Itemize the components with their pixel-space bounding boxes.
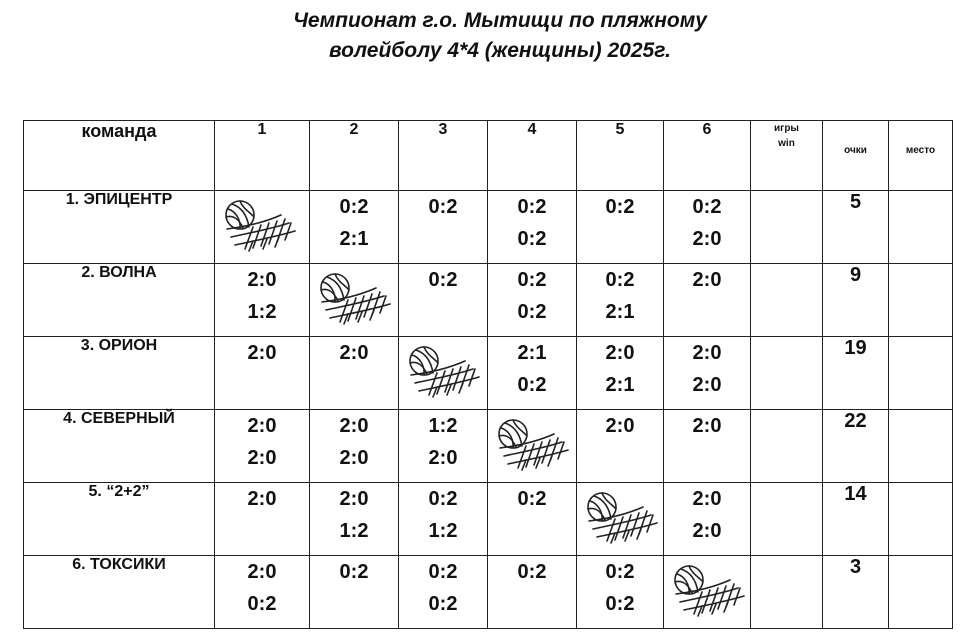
set-score: 0:2 xyxy=(428,593,458,615)
header-games-line1: игры xyxy=(774,123,799,134)
team-row xyxy=(24,264,953,337)
header-col-4: 4 xyxy=(488,121,577,191)
set-score: 0:2 xyxy=(428,269,458,291)
match-result-cell xyxy=(664,483,751,556)
set-score: 0:2 xyxy=(517,269,547,291)
volleyball-net-icon xyxy=(585,491,663,549)
set-score: 0:2 xyxy=(517,488,547,510)
header-col-1: 1 xyxy=(215,121,310,191)
set-score: 2:0 xyxy=(247,447,277,469)
match-result-cell xyxy=(399,191,488,264)
place-cell xyxy=(889,483,953,556)
match-result-cell xyxy=(488,337,577,410)
set-score: 2:0 xyxy=(247,488,277,510)
match-result-cell xyxy=(399,556,488,629)
match-result-cell xyxy=(310,410,399,483)
games-won-cell xyxy=(751,483,823,556)
match-result-cell xyxy=(664,191,751,264)
self-match-cell xyxy=(577,483,664,556)
team-name: 6. ТОКСИКИ xyxy=(24,556,215,629)
place-cell xyxy=(889,264,953,337)
self-match-cell xyxy=(310,264,399,337)
set-score: 1:2 xyxy=(339,520,369,542)
header-col-3: 3 xyxy=(399,121,488,191)
team-name: 3. ОРИОН xyxy=(24,337,215,410)
self-match-cell xyxy=(399,337,488,410)
team-row xyxy=(24,556,953,629)
set-score: 0:2 xyxy=(517,228,547,250)
place-cell xyxy=(889,410,953,483)
match-result-cell xyxy=(399,483,488,556)
set-score: 0:2 xyxy=(428,561,458,583)
header-games-line2: win xyxy=(778,138,795,149)
set-score: 2:0 xyxy=(692,342,722,364)
set-score: 0:2 xyxy=(605,593,635,615)
title-line-2: волейболу 4*4 (женщины) 2025г. xyxy=(329,39,671,62)
set-score: 2:0 xyxy=(692,374,722,396)
set-score: 2:0 xyxy=(339,488,369,510)
set-score: 0:2 xyxy=(339,196,369,218)
set-score: 1:2 xyxy=(428,520,458,542)
set-score: 2:0 xyxy=(247,269,277,291)
set-score: 0:2 xyxy=(517,561,547,583)
volleyball-net-icon xyxy=(318,272,396,330)
match-result-cell xyxy=(488,191,577,264)
header-col-2: 2 xyxy=(310,121,399,191)
set-score: 0:2 xyxy=(517,374,547,396)
volleyball-net-icon xyxy=(496,418,574,476)
set-score: 2:0 xyxy=(605,415,635,437)
match-result-cell xyxy=(399,410,488,483)
set-score: 2:0 xyxy=(247,415,277,437)
set-score: 2:0 xyxy=(605,342,635,364)
set-score: 2:0 xyxy=(428,447,458,469)
set-score: 2:0 xyxy=(247,342,277,364)
match-result-cell xyxy=(488,264,577,337)
team-row xyxy=(24,410,953,483)
match-result-cell xyxy=(215,264,310,337)
games-won-cell xyxy=(751,191,823,264)
match-result-cell xyxy=(577,191,664,264)
place-cell xyxy=(889,556,953,629)
set-score: 2:0 xyxy=(692,269,722,291)
volleyball-net-icon xyxy=(407,345,485,403)
set-score: 2:0 xyxy=(339,415,369,437)
games-won-cell xyxy=(751,264,823,337)
set-score: 0:2 xyxy=(517,196,547,218)
volleyball-net-icon xyxy=(672,564,750,622)
header-place-label: место xyxy=(905,145,936,156)
set-score: 0:2 xyxy=(428,196,458,218)
points-cell: 9 xyxy=(823,264,889,337)
set-score: 2:0 xyxy=(692,415,722,437)
match-result-cell xyxy=(488,556,577,629)
match-result-cell xyxy=(577,410,664,483)
set-score: 0:2 xyxy=(517,301,547,323)
set-score: 2:1 xyxy=(605,374,635,396)
match-result-cell xyxy=(310,191,399,264)
set-score: 2:0 xyxy=(692,228,722,250)
match-result-cell xyxy=(310,337,399,410)
header-row xyxy=(24,121,953,191)
match-result-cell xyxy=(215,556,310,629)
place-cell xyxy=(889,191,953,264)
set-score: 0:2 xyxy=(692,196,722,218)
set-score: 2:0 xyxy=(339,447,369,469)
team-name: 4. СЕВЕРНЫЙ xyxy=(24,410,215,483)
set-score: 2:0 xyxy=(692,520,722,542)
header-points xyxy=(823,121,889,191)
team-name: 5. “2+2” xyxy=(24,483,215,556)
match-result-cell xyxy=(577,337,664,410)
points-cell: 3 xyxy=(823,556,889,629)
place-cell xyxy=(889,337,953,410)
results-table xyxy=(23,120,953,629)
header-team: команда xyxy=(24,121,215,191)
team-name: 2. ВОЛНА xyxy=(24,264,215,337)
set-score: 1:2 xyxy=(428,415,458,437)
games-won-cell xyxy=(751,337,823,410)
set-score: 1:2 xyxy=(247,301,277,323)
games-won-cell xyxy=(751,556,823,629)
header-points-label: очки xyxy=(844,145,867,156)
points-cell: 14 xyxy=(823,483,889,556)
match-result-cell xyxy=(215,410,310,483)
team-row xyxy=(24,337,953,410)
match-result-cell xyxy=(664,410,751,483)
set-score: 2:0 xyxy=(339,342,369,364)
self-match-cell xyxy=(664,556,751,629)
set-score: 0:2 xyxy=(428,488,458,510)
set-score: 2:1 xyxy=(339,228,369,250)
match-result-cell xyxy=(215,483,310,556)
set-score: 0:2 xyxy=(247,593,277,615)
volleyball-net-icon xyxy=(223,199,301,257)
points-cell: 19 xyxy=(823,337,889,410)
match-result-cell xyxy=(399,264,488,337)
set-score: 0:2 xyxy=(605,561,635,583)
set-score: 2:1 xyxy=(517,342,547,364)
match-result-cell xyxy=(664,337,751,410)
header-col-6: 6 xyxy=(664,121,751,191)
document-title xyxy=(0,6,967,66)
set-score: 0:2 xyxy=(605,269,635,291)
points-cell: 22 xyxy=(823,410,889,483)
match-result-cell xyxy=(310,556,399,629)
match-result-cell xyxy=(664,264,751,337)
set-score: 2:1 xyxy=(605,301,635,323)
set-score: 2:0 xyxy=(247,561,277,583)
team-row xyxy=(24,191,953,264)
set-score: 2:0 xyxy=(692,488,722,510)
header-games xyxy=(751,121,823,191)
match-result-cell xyxy=(577,264,664,337)
set-score: 0:2 xyxy=(339,561,369,583)
match-result-cell xyxy=(577,556,664,629)
points-cell: 5 xyxy=(823,191,889,264)
self-match-cell xyxy=(215,191,310,264)
self-match-cell xyxy=(488,410,577,483)
match-result-cell xyxy=(310,483,399,556)
header-place xyxy=(889,121,953,191)
match-result-cell xyxy=(488,483,577,556)
set-score: 0:2 xyxy=(605,196,635,218)
header-col-5: 5 xyxy=(577,121,664,191)
team-name: 1. ЭПИЦЕНТР xyxy=(24,191,215,264)
title-line-1: Чемпионат г.о. Мытищи по пляжному xyxy=(293,9,707,32)
games-won-cell xyxy=(751,410,823,483)
match-result-cell xyxy=(215,337,310,410)
team-row xyxy=(24,483,953,556)
